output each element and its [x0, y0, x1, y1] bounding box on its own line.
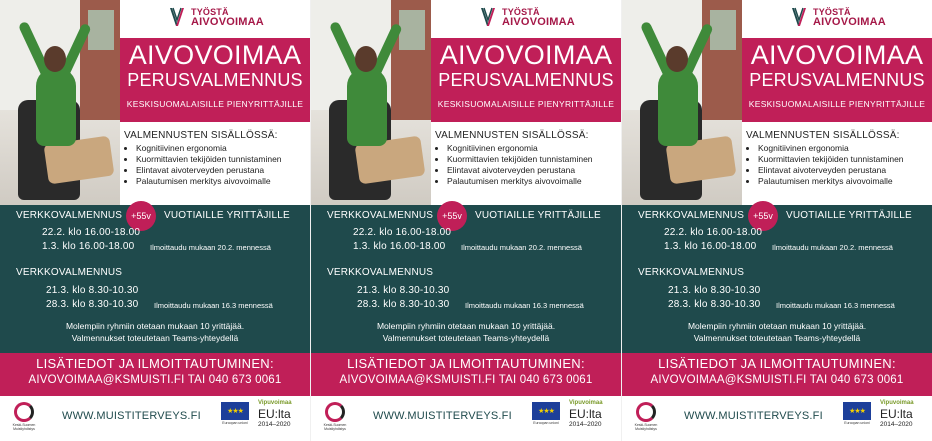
list-item: • Kognitiivinen ergonomia	[758, 143, 932, 154]
section1-audience: VUOTIAILLE YRITTÄJILLE	[164, 210, 290, 221]
vipu-title: EU:lta	[569, 407, 602, 421]
muistiyhdistys-logo: Keski-Suomen Muistiyhdistys	[6, 402, 42, 431]
muistiyhdistys-logo: Keski-Suomen Muistiyhdistys	[628, 402, 664, 431]
title-audience: KESKISUOMALAISILLE PIENYRITTÄJILLE	[437, 99, 615, 109]
title-audience: KESKISUOMALAISILLE PIENYRITTÄJILLE	[126, 99, 304, 109]
contents-list	[435, 143, 621, 187]
section1-register: Ilmoittaudu mukaan 20.2. mennessä	[461, 243, 582, 252]
contents-heading: VALMENNUSTEN SISÄLLÖSSÄ:	[435, 130, 589, 141]
contact-line[interactable]: AIVOVOIMAA@KSMUISTI.FI TAI 040 673 0061	[28, 374, 282, 386]
footer	[311, 396, 621, 441]
contents-heading: VALMENNUSTEN SISÄLLÖSSÄ:	[124, 130, 278, 141]
list-item: • Palautumisen merkitys aivovoimalle	[447, 176, 621, 187]
info-band	[311, 353, 621, 396]
website-link[interactable]: WWW.MUISTITERVEYS.FI	[684, 410, 823, 422]
logo-line2: AIVOVOIMAA	[813, 16, 886, 28]
title-sub: PERUSVALMENNUS	[749, 70, 925, 90]
vipu-label: Vipuvoimaa	[258, 400, 292, 406]
contents-section	[124, 130, 310, 187]
section2-date2: 28.3. klo 8.30-10.30	[668, 299, 761, 310]
section1-register: Ilmoittaudu mukaan 20.2. mennessä	[150, 243, 271, 252]
vipu-label: Vipuvoimaa	[569, 400, 603, 406]
woman-stretching-photo	[0, 0, 120, 208]
vipu-title: EU:lta	[880, 407, 913, 421]
title-main: AIVOVOIMAA	[750, 40, 924, 70]
section2-label: VERKKOVALMENNUS	[16, 267, 123, 278]
note-line2: Valmennukset toteutetaan Teams-yhteydellä	[693, 333, 861, 343]
info-heading: LISÄTIEDOT JA ILMOITTAUTUMINEN:	[658, 356, 896, 371]
section1-date2: 1.3. klo 16.00-18.00	[353, 241, 446, 252]
eu-flag-icon: ★★★	[221, 402, 249, 420]
section1-date2: 1.3. klo 16.00-18.00	[42, 241, 135, 252]
footer	[0, 396, 310, 441]
section1-register: Ilmoittaudu mukaan 20.2. mennessä	[772, 243, 893, 252]
title-main: AIVOVOIMAA	[439, 40, 613, 70]
eu-flag-logo: ★★★ Euroopan unioni	[220, 402, 250, 425]
info-heading: LISÄTIEDOT JA ILMOITTAUTUMINEN:	[347, 356, 585, 371]
info-band	[0, 353, 310, 396]
muistiyhdistys-mark-icon	[636, 402, 656, 422]
age-badge: +55v	[126, 201, 156, 231]
section1-label: VERKKOVALMENNUS	[16, 210, 123, 221]
logo-mark-icon	[790, 6, 808, 28]
title-sub: PERUSVALMENNUS	[438, 70, 614, 90]
section2-label: VERKKOVALMENNUS	[327, 267, 434, 278]
note-line2: Valmennukset toteutetaan Teams-yhteydellä	[382, 333, 550, 343]
poster	[311, 0, 622, 441]
list-item: • Kuormittavien tekijöiden tunnistaminen	[447, 154, 621, 165]
logo-line1: TYÖSTÄ	[813, 7, 851, 17]
contact-line[interactable]: AIVOVOIMAA@KSMUISTI.FI TAI 040 673 0061	[339, 374, 593, 386]
note-line1: Molempiin ryhmiin otetaan mukaan 10 yrittäjää.	[65, 321, 245, 331]
section1-date1: 22.2. klo 16.00-18.00	[664, 227, 763, 238]
logo-line2: AIVOVOIMAA	[191, 16, 264, 28]
tyosta-aivovoimaa-logo	[479, 6, 575, 28]
tyosta-aivovoimaa-logo	[168, 6, 264, 28]
logo-line1: TYÖSTÄ	[191, 7, 229, 17]
title-band	[120, 38, 310, 122]
section2-date2: 28.3. klo 8.30-10.30	[357, 299, 450, 310]
poster	[622, 0, 932, 441]
contents-list	[746, 143, 932, 187]
list-item: • Elintavat aivoterveyden perustana	[447, 165, 621, 176]
note-line1: Molempiin ryhmiin otetaan mukaan 10 yrittäjää.	[376, 321, 556, 331]
section2-date1: 21.3. klo 8.30-10.30	[46, 285, 139, 296]
vipu-years: 2014–2020	[258, 421, 291, 428]
section2-register: Ilmoittaudu mukaan 16.3 mennessä	[465, 301, 584, 310]
contents-section	[435, 130, 621, 187]
vipuvoimaa-logo	[569, 398, 619, 430]
logo-mark-icon	[479, 6, 497, 28]
section1-label: VERKKOVALMENNUS	[638, 210, 745, 221]
eu-flag-icon: ★★★	[532, 402, 560, 420]
section2-date1: 21.3. klo 8.30-10.30	[668, 285, 761, 296]
contents-list	[124, 143, 310, 187]
eu-flag-icon: ★★★	[843, 402, 871, 420]
list-item: • Kognitiivinen ergonomia	[447, 143, 621, 154]
contents-section	[746, 130, 932, 187]
section1-date1: 22.2. klo 16.00-18.00	[42, 227, 141, 238]
list-item: • Kuormittavien tekijöiden tunnistaminen	[136, 154, 310, 165]
title-band	[431, 38, 621, 122]
age-badge: +55v	[437, 201, 467, 231]
website-link[interactable]: WWW.MUISTITERVEYS.FI	[62, 410, 201, 422]
section2-date1: 21.3. klo 8.30-10.30	[357, 285, 450, 296]
section2-date2: 28.3. klo 8.30-10.30	[46, 299, 139, 310]
note-line1: Molempiin ryhmiin otetaan mukaan 10 yrittäjää.	[687, 321, 867, 331]
logo-line2: AIVOVOIMAA	[502, 16, 575, 28]
contact-line[interactable]: AIVOVOIMAA@KSMUISTI.FI TAI 040 673 0061	[650, 374, 904, 386]
logo-mark-icon	[168, 6, 186, 28]
schedule-section	[311, 205, 621, 353]
poster	[0, 0, 311, 441]
title-audience: KESKISUOMALAISILLE PIENYRITTÄJILLE	[748, 99, 926, 109]
logo-line1: TYÖSTÄ	[502, 7, 540, 17]
section1-audience: VUOTIAILLE YRITTÄJILLE	[786, 210, 912, 221]
vipuvoimaa-logo	[258, 398, 308, 430]
vipu-label: Vipuvoimaa	[880, 400, 914, 406]
vipuvoimaa-logo	[880, 398, 930, 430]
muistiyhdistys-mark-icon	[14, 402, 34, 422]
age-badge: +55v	[748, 201, 778, 231]
footer	[622, 396, 932, 441]
list-item: • Elintavat aivoterveyden perustana	[758, 165, 932, 176]
title-sub: PERUSVALMENNUS	[127, 70, 303, 90]
tyosta-aivovoimaa-logo	[790, 6, 886, 28]
section2-register: Ilmoittaudu mukaan 16.3 mennessä	[776, 301, 895, 310]
section1-label: VERKKOVALMENNUS	[327, 210, 434, 221]
info-heading: LISÄTIEDOT JA ILMOITTAUTUMINEN:	[36, 356, 274, 371]
muistiyhdistys-mark-icon	[325, 402, 345, 422]
section1-audience: VUOTIAILLE YRITTÄJILLE	[475, 210, 601, 221]
woman-stretching-photo	[311, 0, 431, 208]
info-band	[622, 353, 932, 396]
title-band	[742, 38, 932, 122]
contents-heading: VALMENNUSTEN SISÄLLÖSSÄ:	[746, 130, 900, 141]
list-item: • Palautumisen merkitys aivovoimalle	[758, 176, 932, 187]
vipu-years: 2014–2020	[880, 421, 913, 428]
section1-date2: 1.3. klo 16.00-18.00	[664, 241, 757, 252]
list-item: • Kognitiivinen ergonomia	[136, 143, 310, 154]
eu-flag-logo: ★★★ Euroopan unioni	[842, 402, 872, 425]
section1-date1: 22.2. klo 16.00-18.00	[353, 227, 452, 238]
title-main: AIVOVOIMAA	[128, 40, 302, 70]
website-link[interactable]: WWW.MUISTITERVEYS.FI	[373, 410, 512, 422]
muistiyhdistys-logo: Keski-Suomen Muistiyhdistys	[317, 402, 353, 431]
schedule-section	[0, 205, 310, 353]
note-line2: Valmennukset toteutetaan Teams-yhteydellä	[71, 333, 239, 343]
section2-register: Ilmoittaudu mukaan 16.3 mennessä	[154, 301, 273, 310]
vipu-years: 2014–2020	[569, 421, 602, 428]
woman-stretching-photo	[622, 0, 742, 208]
vipu-title: EU:lta	[258, 407, 291, 421]
list-item: • Kuormittavien tekijöiden tunnistaminen	[758, 154, 932, 165]
schedule-section	[622, 205, 932, 353]
list-item: • Palautumisen merkitys aivovoimalle	[136, 176, 310, 187]
section2-label: VERKKOVALMENNUS	[638, 267, 745, 278]
eu-flag-logo: ★★★ Euroopan unioni	[531, 402, 561, 425]
list-item: • Elintavat aivoterveyden perustana	[136, 165, 310, 176]
